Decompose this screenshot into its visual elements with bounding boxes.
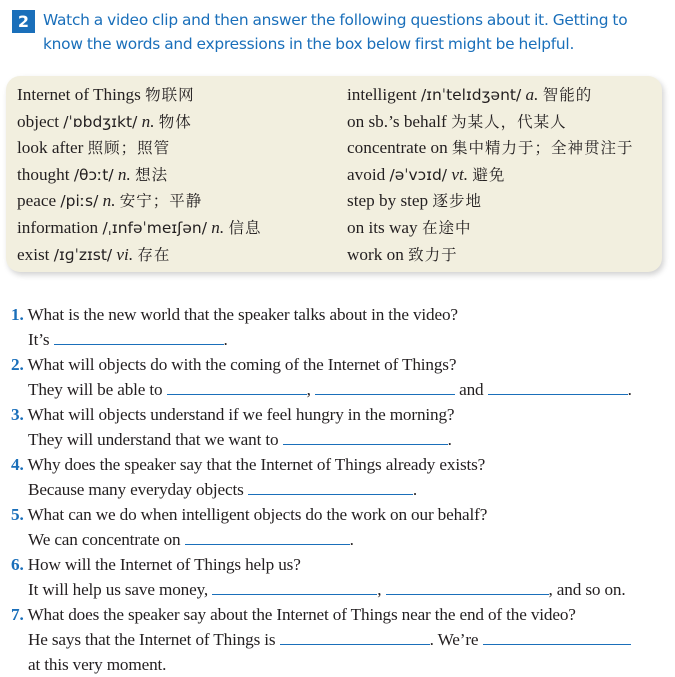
question-text: How will the Internet of Things help us? — [27, 555, 301, 574]
question-number: 5. — [11, 505, 24, 524]
vocab-word: on its way — [347, 217, 418, 237]
answer-text: It will help us save money, — [28, 580, 209, 599]
vocab-item — [17, 135, 261, 162]
answer-line-1 — [11, 327, 671, 352]
vocab-translation: 物联网 — [145, 86, 195, 104]
vocab-word: exist — [17, 244, 50, 264]
answer-text: , — [377, 580, 382, 599]
answer-blank[interactable] — [283, 443, 448, 445]
question-number: 1. — [11, 305, 24, 324]
vocab-part-of-speech: n. — [141, 111, 155, 131]
vocab-phonetic: /ɪnˈtelɪdʒənt/ — [421, 86, 522, 104]
vocab-translation: 避免 — [472, 165, 506, 184]
vocab-phonetic: /ɪɡˈzɪst/ — [53, 245, 113, 264]
answer-text: . We’re — [429, 630, 479, 649]
answer-blank[interactable] — [248, 493, 413, 495]
vocab-word: work on — [347, 244, 404, 264]
question-number: 6. — [11, 555, 24, 574]
question-6 — [11, 552, 671, 577]
answer-text: at this very moment. — [28, 655, 167, 674]
answer-text: They will understand that we want to — [28, 430, 279, 449]
answer-text: . — [223, 330, 228, 349]
vocab-item — [347, 242, 634, 269]
vocab-item — [17, 215, 261, 242]
vocab-translation: 存在 — [137, 245, 171, 264]
question-2 — [11, 352, 671, 377]
vocab-phonetic: /θɔːt/ — [73, 165, 114, 184]
vocab-word: avoid — [347, 164, 386, 184]
question-text: What will objects understand if we feel hungry in the morning? — [27, 405, 455, 424]
vocab-word: object — [17, 111, 59, 131]
answer-text: . — [447, 430, 452, 449]
vocab-translation: 想法 — [135, 165, 169, 184]
vocab-translation: 逐步地 — [432, 192, 482, 211]
vocab-part-of-speech: n. — [211, 217, 225, 237]
answer-text: They will be able to — [28, 380, 163, 399]
question-number: 7. — [11, 605, 24, 624]
question-4 — [11, 452, 671, 477]
answer-text: and — [459, 380, 484, 399]
answer-text: He says that the Internet of Things is — [28, 630, 276, 649]
vocab-word: intelligent — [347, 85, 417, 104]
vocab-word: look after — [17, 138, 84, 158]
vocab-item — [347, 162, 634, 189]
vocab-item — [347, 188, 634, 215]
question-list — [11, 302, 671, 677]
question-text: What can we do when intelligent objects do the work on our behalf? — [27, 505, 488, 524]
answer-text: Because many everyday objects — [28, 480, 244, 499]
answer-text: We can concentrate on — [28, 530, 181, 549]
exercise-number-badge: 2 — [12, 10, 35, 33]
question-text: What does the speaker say about the Internet of Things near the end of the video? — [27, 605, 576, 624]
vocab-phonetic: /ˌɪnfəˈmeɪʃən/ — [102, 218, 207, 237]
question-number: 2. — [11, 355, 24, 374]
vocab-translation: 信息 — [228, 218, 262, 237]
vocab-translation: 物体 — [158, 112, 192, 131]
vocab-part-of-speech: n. — [102, 191, 116, 211]
vocab-translation: 致力于 — [408, 245, 458, 264]
answer-line-4 — [11, 477, 671, 502]
answer-blank[interactable] — [315, 393, 455, 395]
vocab-item — [17, 242, 261, 269]
answer-blank[interactable] — [185, 543, 350, 545]
answer-blank[interactable] — [483, 643, 631, 645]
vocab-item — [17, 109, 261, 136]
vocab-word: concentrate on — [347, 138, 448, 158]
question-number: 3. — [11, 405, 24, 424]
vocab-word: step by step — [347, 191, 429, 211]
vocab-part-of-speech: vt. — [451, 164, 469, 184]
vocab-word: on sb.’s behalf — [347, 111, 447, 131]
vocab-word: information — [17, 217, 99, 237]
vocab-word: Internet of Things — [17, 85, 141, 104]
vocab-part-of-speech: vi. — [116, 244, 134, 264]
question-text: What will objects do with the coming of the Internet of Things? — [27, 355, 457, 374]
vocab-part-of-speech: n. — [117, 164, 131, 184]
answer-blank[interactable] — [167, 393, 307, 395]
answer-text: . — [349, 530, 354, 549]
exercise-header — [12, 8, 667, 56]
question-7 — [11, 602, 671, 627]
vocab-translation: 在途中 — [421, 218, 472, 237]
answer-text: . — [627, 380, 632, 399]
answer-line-7 — [11, 627, 671, 652]
answer-blank[interactable] — [386, 593, 549, 595]
question-1 — [11, 302, 671, 327]
answer-blank[interactable] — [280, 643, 430, 645]
answer-text: , and so on. — [548, 580, 626, 599]
answer-blank[interactable] — [212, 593, 377, 595]
vocab-item — [17, 162, 261, 189]
answer-text: It’s — [28, 330, 50, 349]
vocabulary-box — [6, 76, 662, 272]
answer-line-6 — [11, 577, 671, 602]
answer-blank[interactable] — [488, 393, 628, 395]
answer-line-7-continued — [11, 652, 671, 677]
answer-line-2 — [11, 377, 671, 402]
vocab-phonetic: /ˈɒbdʒɪkt/ — [63, 112, 138, 131]
vocab-phonetic: /piːs/ — [60, 192, 99, 211]
question-5 — [11, 502, 671, 527]
exercise-instruction: Watch a video clip and then answer the following questions about it. Getting to know the words and expressions in the box below first might be helpful. — [43, 11, 628, 53]
answer-blank[interactable] — [54, 343, 224, 345]
vocab-translation: 照顾；照管 — [87, 139, 171, 158]
answer-text: . — [412, 480, 417, 499]
question-number: 4. — [11, 455, 24, 474]
vocab-item — [347, 215, 634, 242]
answer-line-3 — [11, 427, 671, 452]
vocab-item — [17, 82, 261, 109]
vocab-item — [347, 82, 634, 109]
vocab-word: thought — [17, 164, 70, 184]
vocab-translation: 安宁；平静 — [119, 192, 203, 211]
vocab-item — [17, 188, 261, 215]
answer-line-5 — [11, 527, 671, 552]
vocab-phonetic: /əˈvɔɪd/ — [389, 165, 448, 184]
question-text: What is the new world that the speaker talks about in the video? — [27, 305, 458, 324]
vocab-item — [347, 109, 634, 136]
vocab-translation: 智能的 — [542, 86, 593, 104]
answer-text: , — [306, 380, 311, 399]
vocab-part-of-speech: a. — [525, 85, 539, 104]
vocab-word: peace — [17, 191, 57, 211]
vocab-item — [347, 135, 634, 162]
question-text: Why does the speaker say that the Internet of Things already exists? — [27, 455, 486, 474]
question-3 — [11, 402, 671, 427]
vocab-translation: 集中精力于；全神贯注于 — [451, 139, 634, 158]
vocab-translation: 为某人，代某人 — [451, 112, 567, 131]
vocabulary-column-right — [347, 82, 634, 268]
vocabulary-column-left — [17, 82, 261, 268]
